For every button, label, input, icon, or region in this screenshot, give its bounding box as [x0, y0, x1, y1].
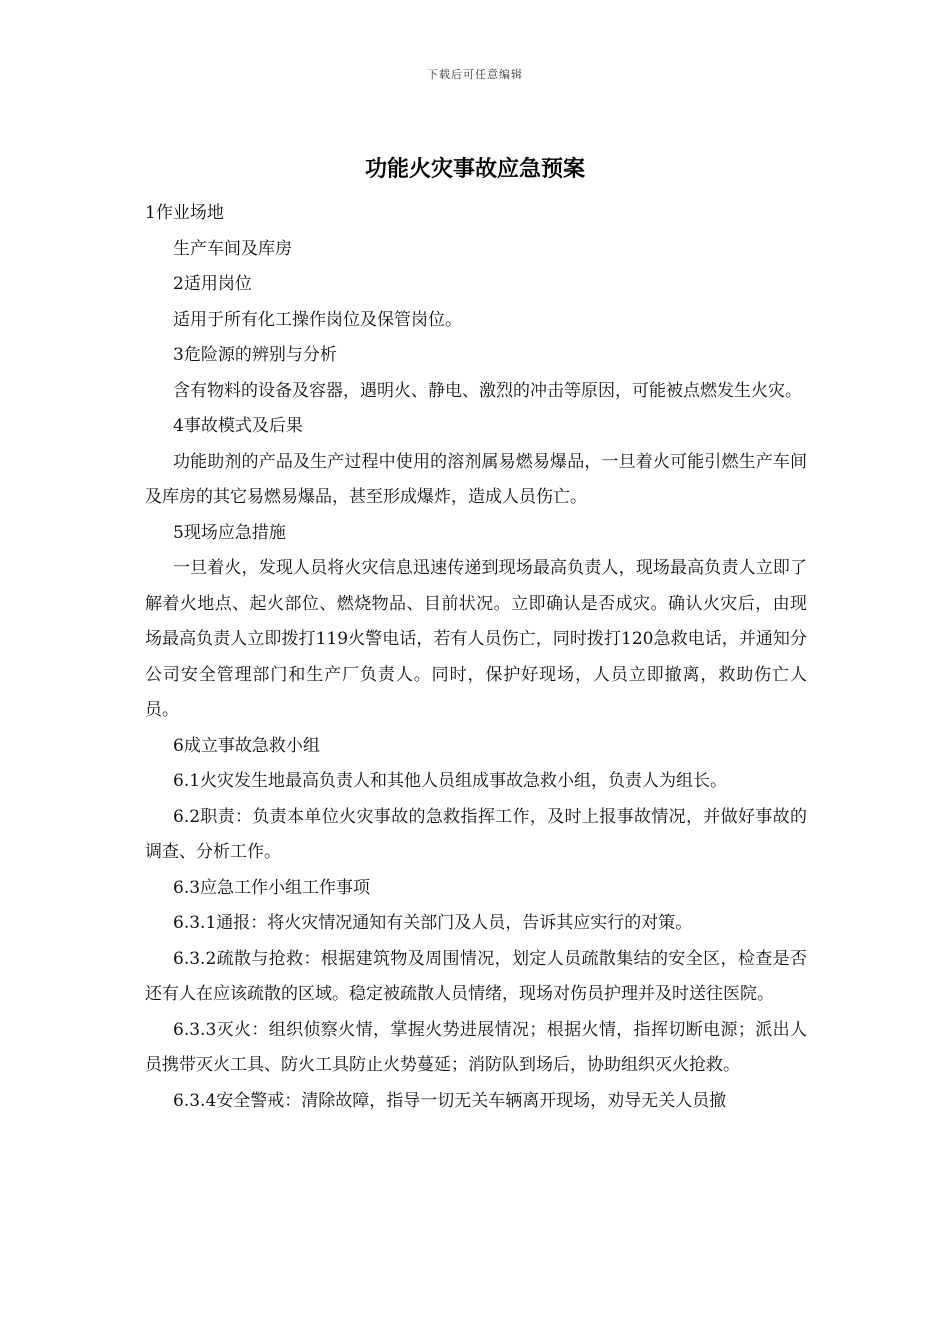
paragraph: 含有物料的设备及容器，遇明火、静电、激烈的冲击等原因，可能被点燃发生火灾。 [173, 380, 802, 401]
paragraph: 6.3应急工作小组工作事项 [173, 877, 371, 898]
paragraph: 6.1火灾发生地最高负责人和其他人员组成事故急救小组，负责人为组长。 [173, 771, 728, 791]
paragraph: 6.3.2疏散与抢救：根据建筑物及周围情况，划定人员疏散集结的安全区，检查是否还有人在应该疏散的区域。稳定被疏散人员情绪，现场对伤员护理并及时送往医院。 [145, 948, 807, 1004]
paragraph: 6.3.3灭火：组织侦察火情，掌握火势进展情况；根据火情，指挥切断电源；派出人员携带灭火工具、防火工具防止火势蔓延；消防队到场后，协助组织灭火抢救。 [145, 1019, 807, 1075]
paragraph: 1作业场地 [145, 203, 224, 223]
paragraph: 6.3.1通报：将火灾情况通知有关部门及人员，告诉其应实行的对策。 [173, 913, 693, 933]
paragraph: 2适用岗位 [173, 274, 252, 294]
paragraph: 6.2职责：负责本单位火灾事故的急救指挥工作，及时上报事故情况，并做好事故的调查、分析工作。 [145, 806, 807, 862]
paragraph: 6.3.4安全警戒：清除故障，指导一切无关车辆离开现场，劝导无关人员撤 [173, 1090, 727, 1111]
paragraph: 生产车间及库房 [173, 238, 292, 259]
paragraph: 6成立事故急救小组 [173, 735, 320, 756]
header-note: 下载后可任意编辑 [427, 68, 523, 81]
document-title: 功能火灾事故应急预案 [364, 157, 585, 182]
document-body [145, 196, 807, 1119]
paragraph: 适用于所有化工操作岗位及保管岗位。 [173, 309, 462, 330]
paragraph: 功能助剂的产品及生产过程中使用的溶剂属易燃易爆品，一旦着火可能引燃生产车间及库房的其它易燃易爆品，甚至形成爆炸，造成人员伤亡。 [145, 451, 807, 507]
paragraph: 4事故模式及后果 [173, 416, 303, 436]
paragraph: 5现场应急措施 [173, 522, 286, 543]
paragraph: 3危险源的辨别与分析 [173, 345, 337, 365]
paragraph: 一旦着火，发现人员将火灾信息迅速传递到现场最高负责人，现场最高负责人立即了解着火地点、起火部位、燃烧物品、目前状况。立即确认是否成灾。确认火灾后，由现场最高负责人立即拨打119火警电话，若有人员伤亡，同时拨打120急救电话，并通知分公司安全管理部门和生产厂负责人。同时，保护好现场，人员立即撤离，救助伤亡人员。 [145, 558, 807, 720]
